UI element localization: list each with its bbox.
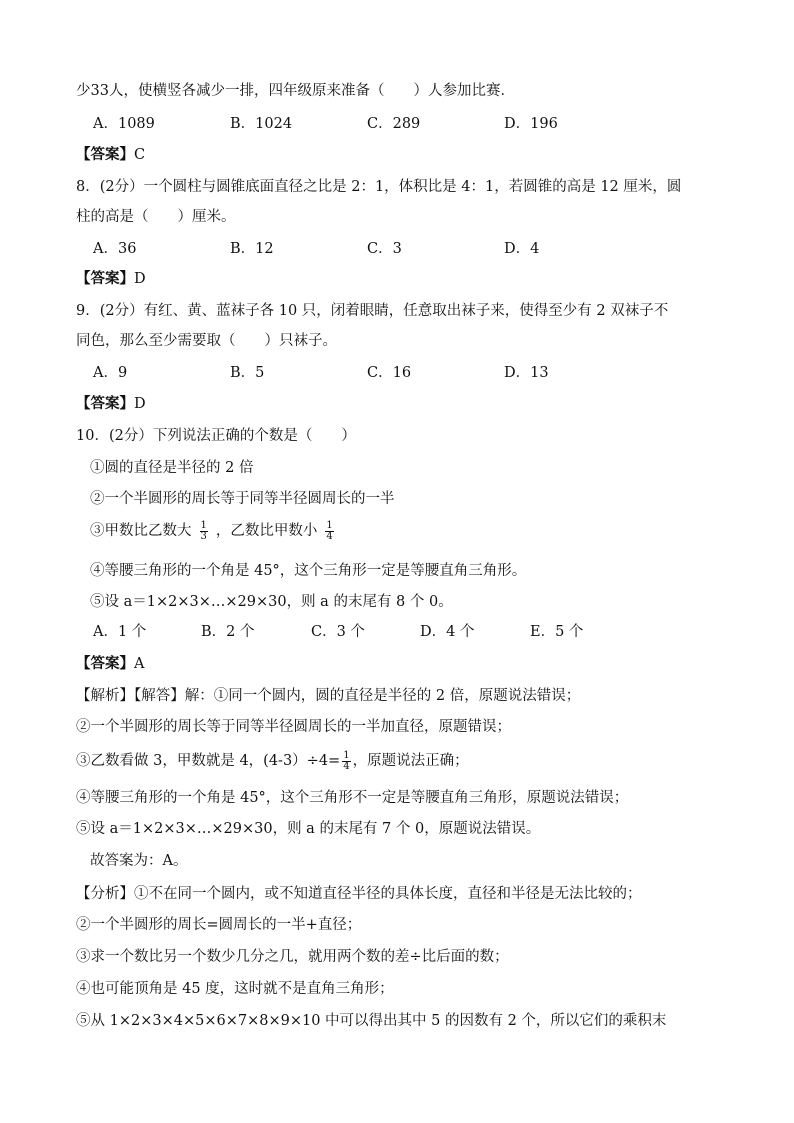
q9-option-d[interactable]: D．13 <box>504 365 549 381</box>
q10-statement-1: ①圆的直径是半径的 2 倍 <box>90 460 254 476</box>
answer-value: C <box>134 147 146 163</box>
q8-answer <box>76 268 736 290</box>
analysis-line-5: ⑤从 1×2×3×4×5×6×7×8×9×10 中可以得出其中 5 的因数有 2 个，所以它们的乘积末 <box>76 1013 667 1029</box>
q8-stem-line1: 8．(2分）一个圆柱与圆锥底面直径之比是 2：1，体积比是 4：1，若圆锥的高是 12 厘米，圆 <box>76 179 682 195</box>
explanation-line-3 <box>76 750 736 772</box>
q10-option-b[interactable]: B．2 个 <box>201 624 255 640</box>
analysis-line-1: 【分析】①不在同一个圆内，或不知道直径半径的具体长度，直径和半径是无法比较的； <box>76 886 642 902</box>
fraction-numerator: 1 <box>343 749 350 761</box>
q10-statement-2: ②一个半圆形的周长等于同等半径圆周长的一半 <box>90 491 395 507</box>
q7-option-a[interactable]: A．1089 <box>93 116 155 132</box>
fraction-denominator: 4 <box>343 760 350 772</box>
q7-stem: 少33人，使横竖各减少一排，四年级原来准备（ ）人参加比赛． <box>76 83 515 99</box>
q7-option-b[interactable]: B．1024 <box>230 116 293 132</box>
analysis-line-3: ③求一个数比另一个数少几分之几，就用两个数的差÷比后面的数； <box>76 949 509 965</box>
q7-option-d[interactable]: D．196 <box>504 116 558 132</box>
fraction-denominator: 3 <box>200 530 207 542</box>
explanation-line-3-part-a: ③乙数看做 3，甲数就是 4，(4-3）÷4= <box>76 753 341 769</box>
q10-answer <box>76 653 736 675</box>
answer-value: A <box>134 656 145 672</box>
q10-option-d[interactable]: D．4 个 <box>420 624 475 640</box>
explanation-line-5: ⑤设 a＝1×2×3×…×29×30，则 a 的末尾有 7 个 0，原题说法错误。 <box>76 821 541 837</box>
q9-option-c[interactable]: C．16 <box>367 365 412 381</box>
answer-value: D <box>134 396 146 412</box>
q10-statement-3 <box>90 520 750 542</box>
q8-option-b[interactable]: B．12 <box>230 241 274 257</box>
q10-statement-4: ④等腰三角形的一个角是 45°，这个三角形一定是等腰直角三角形。 <box>90 563 527 579</box>
q9-option-b[interactable]: B．5 <box>230 365 265 381</box>
q10-option-a[interactable]: A．1 个 <box>93 624 147 640</box>
statement-3-part-b: ，乙数比甲数小 <box>215 523 318 539</box>
q9-stem-line2: 同色，那么至少需要取（ ）只袜子。 <box>76 333 337 349</box>
q8-stem-line2: 柱的高是（ ）厘米。 <box>76 209 236 225</box>
q8-option-d[interactable]: D．4 <box>504 241 540 257</box>
q9-option-a[interactable]: A．9 <box>93 365 128 381</box>
explanation-line-3-part-b: ，原题说法正确； <box>352 753 469 769</box>
q10-statement-5: ⑤设 a＝1×2×3×…×29×30，则 a 的末尾有 8 个 0。 <box>90 594 453 610</box>
fraction-denominator: 4 <box>326 530 333 542</box>
explanation-line-2: ②一个半圆形的周长等于同等半径圆周长的一半加直径，原题错误； <box>76 719 511 735</box>
explanation-line-4: ④等腰三角形的一个角是 45°，这个三角形不一定是等腰直角三角形，原题说法错误； <box>76 790 629 806</box>
q7-option-c[interactable]: C．289 <box>367 116 421 132</box>
q10-option-c[interactable]: C．3 个 <box>311 624 365 640</box>
q10-option-e[interactable]: E．5 个 <box>530 624 584 640</box>
q9-stem-line1: 9．(2分）有红、黄、蓝袜子各 10 只，闭着眼睛，任意取出袜子来，使得至少有 2 双袜子不 <box>76 303 669 319</box>
q7-answer <box>76 144 736 166</box>
statement-3-part-a: ③甲数比乙数大 <box>90 523 192 539</box>
answer-label: 【答案】 <box>76 146 134 163</box>
fraction-numerator: 1 <box>326 519 333 531</box>
answer-value: D <box>134 271 146 287</box>
answer-label: 【答案】 <box>76 395 134 412</box>
analysis-line-2: ②一个半圆形的周长=圆周长的一半+直径； <box>76 917 362 933</box>
q9-answer <box>76 393 736 415</box>
explanation-conclusion: 故答案为：A。 <box>90 853 188 869</box>
fraction-numerator: 1 <box>200 519 207 531</box>
explanation-line-1: 【解析】【解答】解：①同一个圆内，圆的直径是半径的 2 倍，原题说法错误； <box>76 688 581 704</box>
fraction-one-quarter <box>342 751 350 772</box>
fraction-one-third <box>200 521 208 542</box>
q8-option-c[interactable]: C．3 <box>367 241 402 257</box>
answer-label: 【答案】 <box>76 655 134 672</box>
q10-stem: 10．(2分）下列说法正确的个数是（ ） <box>76 428 356 444</box>
answer-label: 【答案】 <box>76 270 134 287</box>
fraction-one-quarter <box>325 521 333 542</box>
analysis-line-4: ④也可能顶角是 45 度，这时就不是直角三角形； <box>76 981 394 997</box>
q8-option-a[interactable]: A．36 <box>93 241 137 257</box>
